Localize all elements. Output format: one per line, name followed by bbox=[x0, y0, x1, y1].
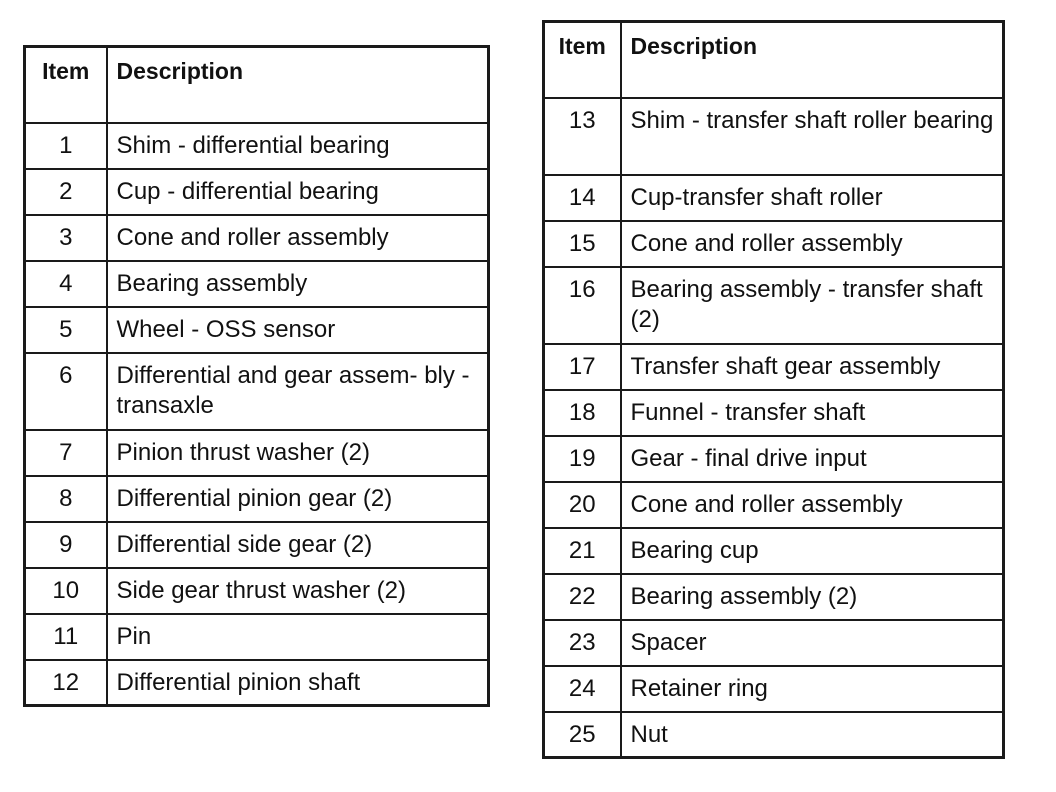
table-row bbox=[25, 660, 489, 706]
item-column-header: Item bbox=[544, 22, 621, 98]
item-description: Differential pinion shaft bbox=[107, 660, 489, 706]
item-description: Pin bbox=[107, 614, 489, 660]
item-number: 23 bbox=[544, 620, 621, 666]
item-description: Cone and roller assembly bbox=[621, 482, 1004, 528]
item-description: Cone and roller assembly bbox=[107, 215, 489, 261]
item-number: 10 bbox=[25, 568, 107, 614]
item-number: 5 bbox=[25, 307, 107, 353]
item-description: Cup - differential bearing bbox=[107, 169, 489, 215]
table-header-row bbox=[544, 22, 1004, 98]
table-row bbox=[544, 267, 1004, 344]
parts-table-left bbox=[23, 45, 490, 707]
item-column-header: Item bbox=[25, 47, 107, 123]
item-description: Bearing assembly - transfer shaft (2) bbox=[621, 267, 1004, 344]
item-number: 11 bbox=[25, 614, 107, 660]
table-header-row bbox=[25, 47, 489, 123]
item-number: 15 bbox=[544, 221, 621, 267]
item-description: Side gear thrust washer (2) bbox=[107, 568, 489, 614]
item-number: 24 bbox=[544, 666, 621, 712]
item-description: Spacer bbox=[621, 620, 1004, 666]
item-description: Differential pinion gear (2) bbox=[107, 476, 489, 522]
table-row bbox=[25, 261, 489, 307]
item-description: Pinion thrust washer (2) bbox=[107, 430, 489, 476]
item-number: 13 bbox=[544, 98, 621, 175]
item-description: Differential and gear assem- bly - transaxle bbox=[107, 353, 489, 430]
item-description: Transfer shaft gear assembly bbox=[621, 344, 1004, 390]
table-row bbox=[25, 353, 489, 430]
item-number: 22 bbox=[544, 574, 621, 620]
table-row bbox=[25, 307, 489, 353]
item-description: Wheel - OSS sensor bbox=[107, 307, 489, 353]
item-description: Bearing assembly bbox=[107, 261, 489, 307]
item-number: 4 bbox=[25, 261, 107, 307]
item-number: 16 bbox=[544, 267, 621, 344]
table-row bbox=[544, 344, 1004, 390]
item-description: Bearing cup bbox=[621, 528, 1004, 574]
item-number: 7 bbox=[25, 430, 107, 476]
item-description: Shim - differential bearing bbox=[107, 123, 489, 169]
item-description: Differential side gear (2) bbox=[107, 522, 489, 568]
item-description: Nut bbox=[621, 712, 1004, 758]
item-description: Gear - final drive input bbox=[621, 436, 1004, 482]
parts-table-right bbox=[542, 20, 1005, 759]
item-description: Shim - transfer shaft roller bearing bbox=[621, 98, 1004, 175]
item-description: Funnel - transfer shaft bbox=[621, 390, 1004, 436]
table-row bbox=[25, 614, 489, 660]
table-row bbox=[25, 215, 489, 261]
item-number: 2 bbox=[25, 169, 107, 215]
table-row bbox=[25, 568, 489, 614]
table-row bbox=[544, 712, 1004, 758]
table-row bbox=[544, 574, 1004, 620]
item-number: 21 bbox=[544, 528, 621, 574]
item-number: 8 bbox=[25, 476, 107, 522]
item-number: 6 bbox=[25, 353, 107, 430]
item-number: 20 bbox=[544, 482, 621, 528]
item-description: Bearing assembly (2) bbox=[621, 574, 1004, 620]
table-row bbox=[25, 522, 489, 568]
description-column-header: Description bbox=[107, 47, 489, 123]
table-row bbox=[25, 430, 489, 476]
item-number: 14 bbox=[544, 175, 621, 221]
table-row bbox=[544, 221, 1004, 267]
table-row bbox=[25, 123, 489, 169]
table-row bbox=[544, 175, 1004, 221]
table-row bbox=[25, 476, 489, 522]
item-number: 19 bbox=[544, 436, 621, 482]
item-number: 18 bbox=[544, 390, 621, 436]
item-number: 3 bbox=[25, 215, 107, 261]
item-description: Cone and roller assembly bbox=[621, 221, 1004, 267]
table-row bbox=[544, 620, 1004, 666]
item-number: 9 bbox=[25, 522, 107, 568]
item-number: 17 bbox=[544, 344, 621, 390]
table-row bbox=[544, 98, 1004, 175]
item-number: 1 bbox=[25, 123, 107, 169]
table-row bbox=[544, 482, 1004, 528]
description-column-header: Description bbox=[621, 22, 1004, 98]
table-row bbox=[25, 169, 489, 215]
item-description: Cup-transfer shaft roller bbox=[621, 175, 1004, 221]
item-description: Retainer ring bbox=[621, 666, 1004, 712]
table-row bbox=[544, 666, 1004, 712]
table-row bbox=[544, 528, 1004, 574]
item-number: 12 bbox=[25, 660, 107, 706]
item-number: 25 bbox=[544, 712, 621, 758]
table-row bbox=[544, 436, 1004, 482]
table-row bbox=[544, 390, 1004, 436]
